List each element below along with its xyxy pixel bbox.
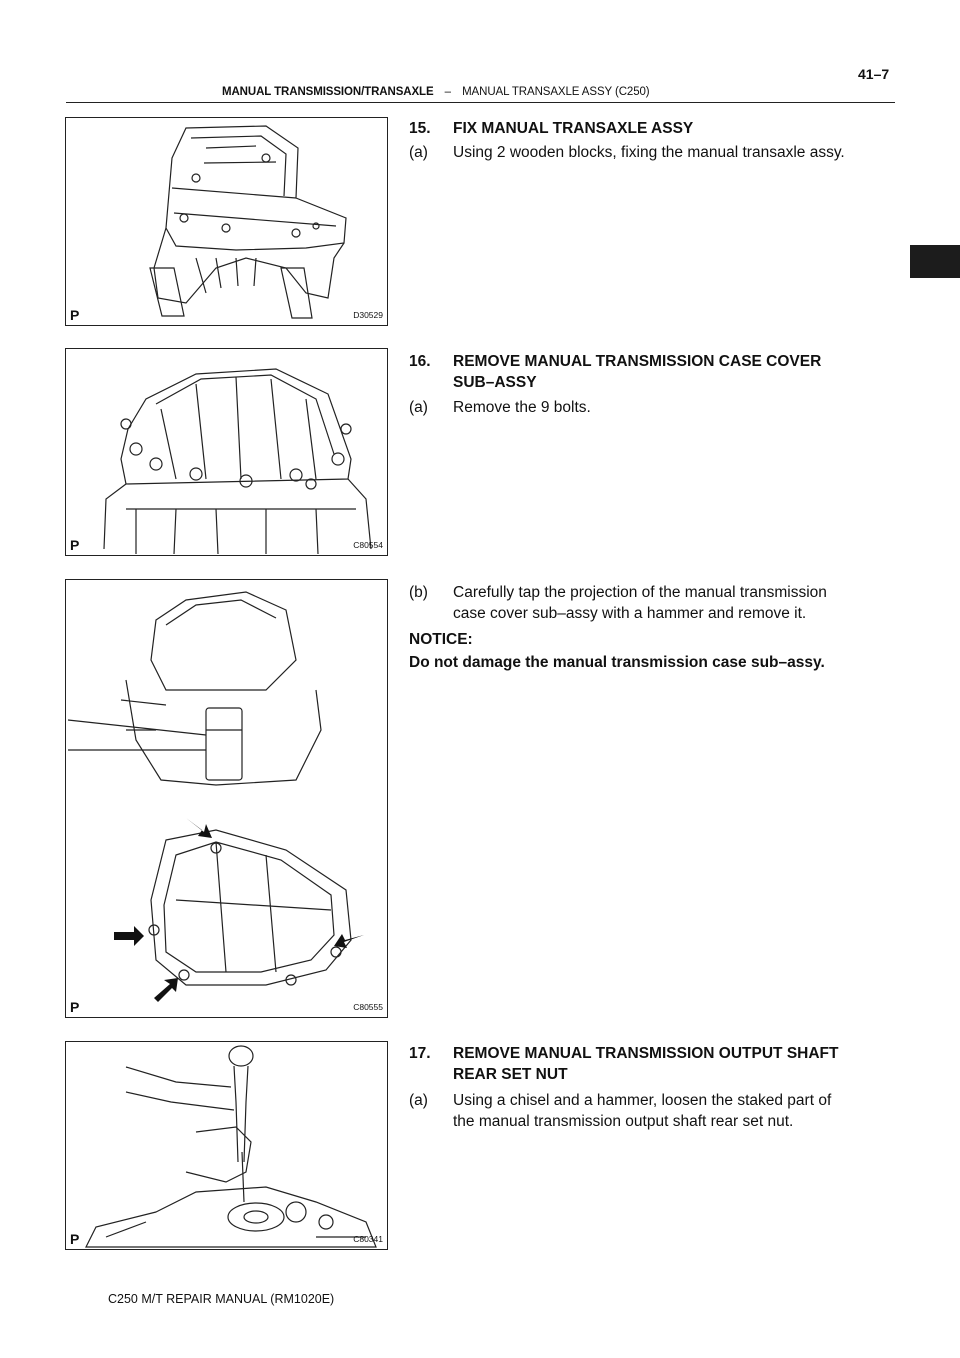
figure-p-mark: P bbox=[70, 537, 80, 553]
step-number: 15. bbox=[409, 120, 431, 137]
figure-tap-cover-with-hammer bbox=[65, 579, 388, 1018]
step-15-title bbox=[409, 118, 897, 139]
transaxle-on-blocks-illustration bbox=[66, 118, 388, 326]
figure-p-mark: P bbox=[70, 307, 80, 323]
header-rule bbox=[66, 102, 895, 103]
header-section: MANUAL TRANSMISSION/TRANSAXLE bbox=[222, 86, 434, 98]
figure-chisel-loosen-nut bbox=[65, 1041, 388, 1250]
sub-label: (a) bbox=[409, 1092, 428, 1109]
step-16-title bbox=[409, 351, 897, 393]
step-17-title bbox=[409, 1043, 897, 1085]
sub-text: Using 2 wooden blocks, fixing the manual transaxle assy. bbox=[453, 144, 845, 161]
sub-label: (b) bbox=[409, 584, 428, 601]
sub-text-line2: the manual transmission output shaft rear set nut. bbox=[453, 1113, 794, 1130]
step-number: 16. bbox=[409, 353, 431, 370]
figure-code: C80554 bbox=[353, 540, 383, 550]
sub-label: (a) bbox=[409, 399, 428, 416]
step-title-line2: REAR SET NUT bbox=[453, 1066, 568, 1083]
running-header bbox=[222, 86, 650, 98]
step-title: FIX MANUAL TRANSAXLE ASSY bbox=[453, 120, 694, 137]
notice-label: NOTICE: bbox=[409, 631, 473, 648]
figure-transaxle-on-wooden-blocks bbox=[65, 117, 388, 326]
step-15-a bbox=[409, 142, 897, 163]
chisel-hammer-illustration bbox=[66, 1042, 388, 1250]
footer-manual-id: C250 M/T REPAIR MANUAL (RM1020E) bbox=[108, 1292, 335, 1306]
step-title-line2: SUB–ASSY bbox=[453, 374, 537, 391]
section-tab-marker bbox=[910, 245, 960, 278]
step-16-b bbox=[409, 582, 897, 624]
figure-p-mark: P bbox=[70, 1231, 80, 1247]
sub-text-line1: Carefully tap the projection of the manual transmission bbox=[453, 584, 827, 601]
figure-code: C80341 bbox=[353, 1234, 383, 1244]
figure-p-mark: P bbox=[70, 999, 80, 1015]
header-dash: – bbox=[444, 86, 451, 98]
step-title-line1: REMOVE MANUAL TRANSMISSION OUTPUT SHAFT bbox=[453, 1045, 839, 1062]
sub-text: Remove the 9 bolts. bbox=[453, 399, 591, 416]
step-16-a bbox=[409, 397, 897, 418]
figure-code: D30529 bbox=[353, 310, 383, 320]
notice-text: Do not damage the manual transmission case sub–assy. bbox=[409, 654, 825, 671]
sub-label: (a) bbox=[409, 144, 428, 161]
sub-text-line1: Using a chisel and a hammer, loosen the staked part of bbox=[453, 1092, 832, 1109]
header-subsection: MANUAL TRANSAXLE ASSY (C250) bbox=[462, 86, 650, 98]
case-cover-illustration bbox=[66, 349, 388, 556]
hammer-tap-illustration bbox=[66, 580, 388, 1018]
page-number: 41–7 bbox=[858, 66, 890, 82]
sub-text-line2: case cover sub–assy with a hammer and remove it. bbox=[453, 605, 807, 622]
step-title-line1: REMOVE MANUAL TRANSMISSION CASE COVER bbox=[453, 353, 822, 370]
figure-case-cover-bolts bbox=[65, 348, 388, 556]
figure-code: C80555 bbox=[353, 1002, 383, 1012]
step-17-a bbox=[409, 1090, 897, 1132]
step-number: 17. bbox=[409, 1045, 431, 1062]
